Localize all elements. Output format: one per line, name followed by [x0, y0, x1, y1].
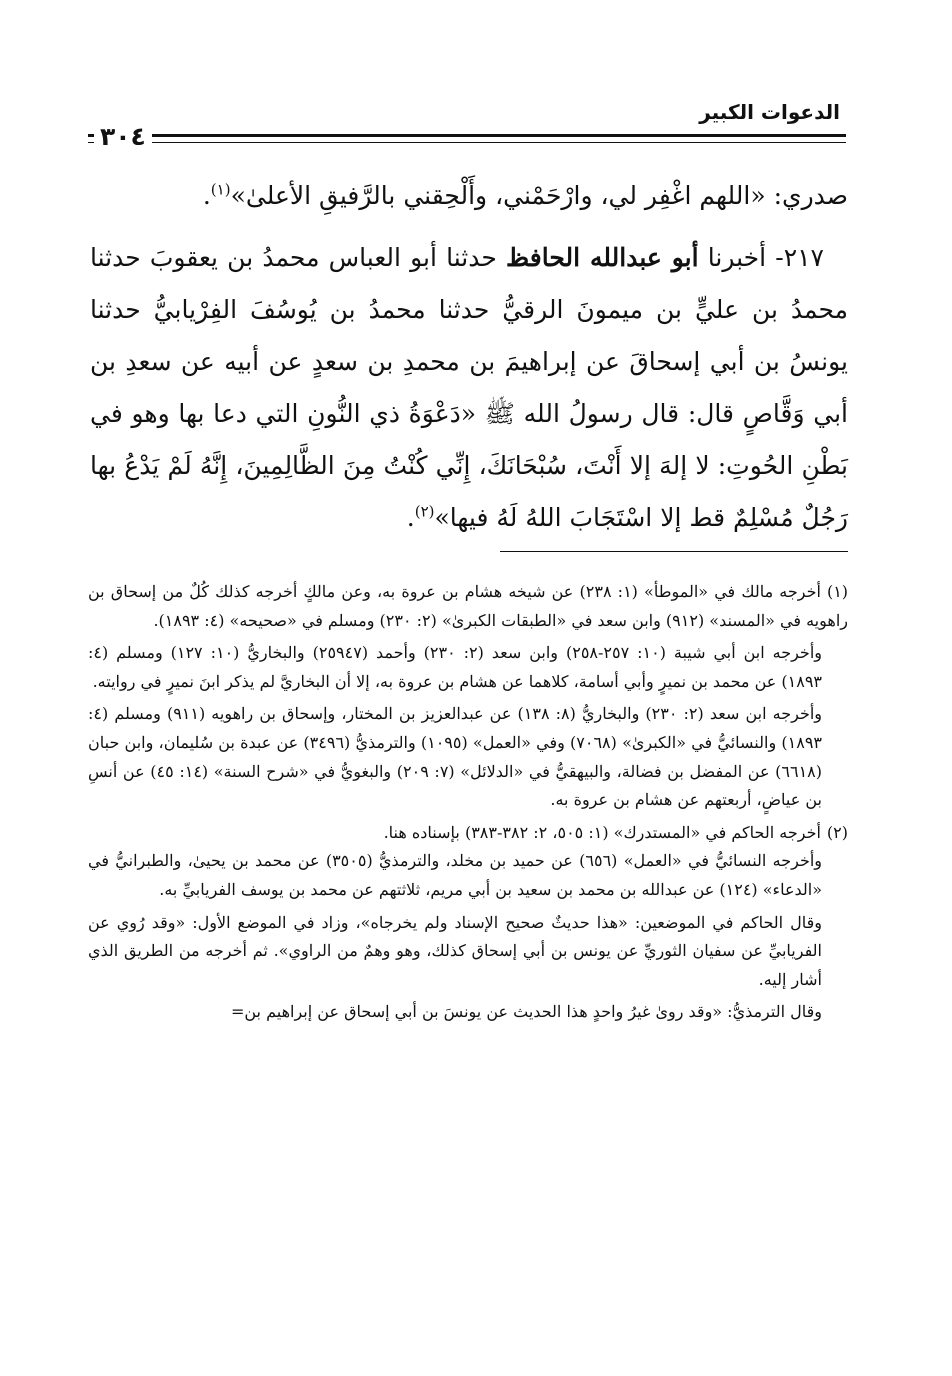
footnote-text: أخرجه مالك في «الموطأ» (١: ٢٣٨) عن شيخه هشام بن عروة به، وعن مالكٍ أخرجه كذلك كُلٌ من إسحاق بن راهويه في «المسند» (٩١٢) وابن سعد في «الطبقات الكبرىٰ» (٢: ٢٣٠) ومسلم في «صحيحه» (٤: ١٨٩٣).: [88, 582, 848, 630]
header-rule-thick: [88, 134, 846, 137]
hadith-217: [90, 232, 848, 544]
footnote-number: (١): [826, 582, 849, 601]
book-title: الدعوات الكبير: [699, 100, 840, 124]
footnote-separator: [500, 551, 848, 552]
footnote-1-paragraph: وأخرجه ابن أبي شيبة (١٠: ٢٥٧-٢٥٨) وابن سعد (٢: ٢٣٠) وأحمد (٢٥٩٤٧) والبخاريُّ (١٠: ١٢٧) ومسلم (٤: ١٨٩٣) عن محمد بن نميرٍ وأبي أسامة، كلاهما عن هشام بن عروة به، إلا أن البخاريَّ لم يذكر ابنَ نميرٍ في روايته.: [88, 643, 822, 691]
hadith-text: حدثنا أبو العباس محمدُ بن يعقوبَ حدثنا محمدُ بن عليٍّ بن ميمونَ الرقيُّ حدثنا محمدُ بن يُوسُفَ الفِرْيابيُّ حدثنا يونسُ بن أبي إسحاقَ عن إبراهيمَ بن محمدِ بن سعدٍ عن أبيه عن سعدِ بن أبي وَقَّاصٍ قال: قال رسولُ الله ﷺ «دَعْوَةُ ذي النُّونِ التي دعا بها وهو في بَطْنِ الحُوتِ: لا إلهَ إلا أَنْتَ، سُبْحَانَكَ، إِنِّي كُنْتُ مِنَ الظَّالِمِينَ، إِنَّهُ لَمْ يَدْعُ بها رَجُلٌ مُسْلِمٌ قط إلا اسْتَجَابَ اللهُ لَهُ فيها»: [90, 243, 848, 532]
paragraph-continuation: [90, 170, 848, 222]
hadith-number-text: ٢١٧- أخبرنا: [698, 243, 824, 272]
footnote-2: [88, 819, 848, 848]
paragraph-text: صدري: «اللهم اغْفِر لي، وارْحَمْني، وأَلْحِقني بالرَّفيقِ الأعلىٰ»: [230, 181, 848, 210]
footnote-1: [88, 578, 848, 635]
paragraph-end: .: [202, 181, 211, 210]
page-number: ٣٠٤: [94, 122, 152, 151]
footnote-2-paragraph: وقال الترمذيُّ: «وقد روىٰ غيرُ واحدٍ هذا الحديث عن يونسَ بن أبي إسحاق عن إبراهيم بن=: [230, 1002, 822, 1022]
footnote-2-paragraph: وقال الحاكم في الموضعين: «هذا حديثٌ صحيح الإسناد ولم يخرجاه»، وزاد في الموضع الأول: «وقد رُوي عن الفريابيِّ عن سفيان الثوريِّ عن يونس بن أبي إسحاق كذلك، وهو وهمٌ من الراوي». ثم أخرجه من الطريق الذي أشار إليه.: [88, 912, 822, 989]
footnote-number: (٢): [826, 822, 848, 842]
page-header: [88, 92, 846, 154]
footnotes: [88, 578, 848, 1027]
footnote-ref-2: (٢): [414, 502, 435, 521]
footnote-1-paragraph: وأخرجه ابن سعد (٢: ٢٣٠) والبخاريُّ (٨: ١٣٨) عن عبدالعزيز بن المختار، وإسحاق بن راهويه (٩١١) ومسلم (٤: ١٨٩٣) والنسائيُّ في «الكبرىٰ» (٧٠٦٨) وفي «العمل» (١٠٩٥) والترمذيُّ (٣٤٩٦) عن عبدة بن سُليمان، وابن حبان (٦٦١٨) عن المفضل بن فضالة، والبيهقيُّ في «الدلائل» (٧: ٢٠٩) والبغويُّ في «شرح السنة» (١٤: ٤٥) عن أنسِ بن عياضٍ، أربعتهم عن هشام بن عروة به.: [88, 704, 823, 810]
paragraph-end: .: [406, 503, 415, 532]
footnote-ref-1: (١): [210, 180, 231, 199]
footnote-2-paragraph: وأخرجه النسائيُّ في «العمل» (٦٥٦) عن حميد بن مخلد، والترمذيُّ (٣٥٠٥) عن محمد بن يحيىٰ، والطبرانيُّ في «الدعاء» (١٢٤) عن عبدالله بن محمد بن سعيد بن أبي مريم، ثلاثتهم عن محمد بن يوسف الفريابيِّ به.: [88, 851, 823, 899]
main-text: [90, 170, 848, 544]
footnote-text: أخرجه الحاكم في «المستدرك» (١: ٥٠٥، ٢: ٣٨٢-٣٨٣) بإسناده هنا.: [383, 822, 821, 842]
header-rule-thin: [88, 142, 846, 143]
narrator-name: أبو عبدالله الحافظ: [506, 243, 699, 272]
